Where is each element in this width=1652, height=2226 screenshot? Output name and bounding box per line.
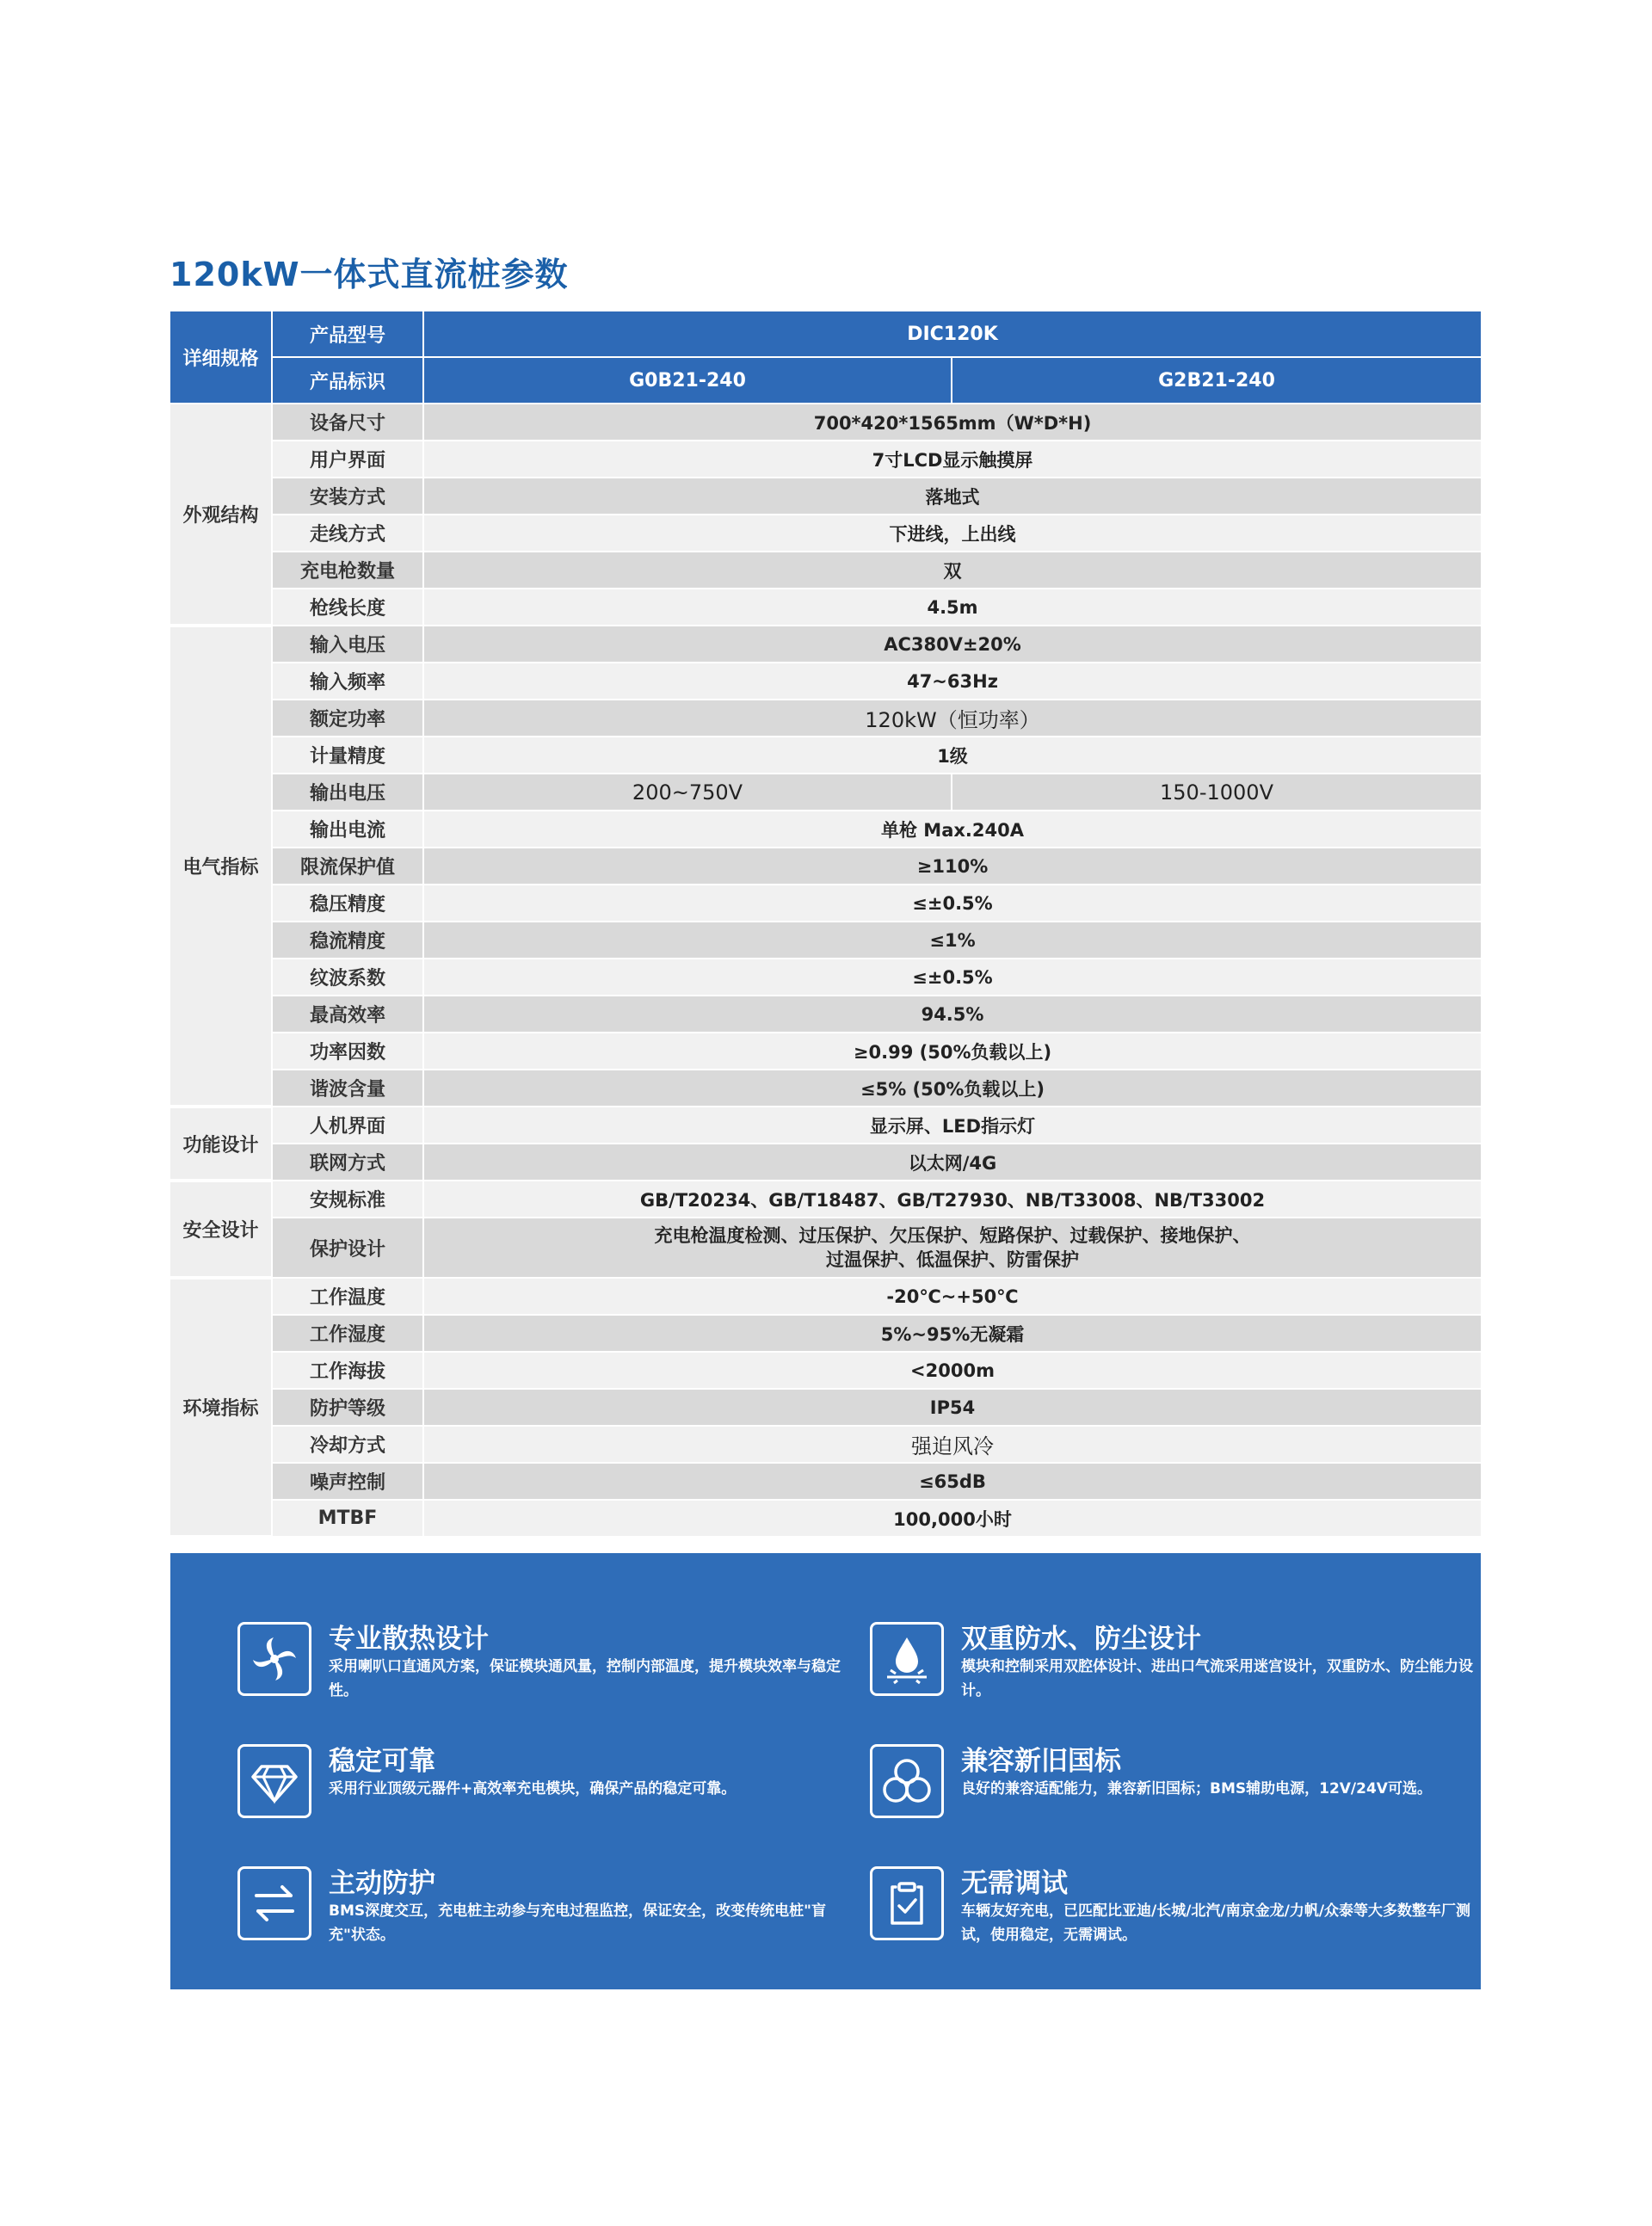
category-electrical: 电气指标 [170, 626, 272, 1107]
table-row [170, 959, 1481, 996]
param-value: ≥110% [423, 848, 1481, 885]
param-name: 冷却方式 [272, 1426, 423, 1463]
param-name: 用户界面 [272, 441, 423, 478]
table-row [170, 1218, 1481, 1278]
param-value: ≤±0.5% [423, 959, 1481, 996]
param-name: 输出电流 [272, 811, 423, 848]
param-value: ≤±0.5% [423, 885, 1481, 922]
param-value: ≤65dB [423, 1463, 1481, 1500]
model-label: 产品型号 [272, 311, 423, 357]
feature-desc: BMS深度交互，充电桩主动参与充电过程监控，保证安全，改变传统电桩"盲充"状态。 [329, 1902, 826, 1944]
table-row [170, 848, 1481, 885]
param-name: 安装方式 [272, 478, 423, 515]
param-name: 最高效率 [272, 996, 423, 1033]
param-value: 4.5m [423, 589, 1481, 626]
param-value: 47~63Hz [423, 663, 1481, 700]
table-row [170, 996, 1481, 1033]
param-name: 工作温度 [272, 1278, 423, 1315]
table-row [170, 922, 1481, 959]
param-name: 额定功率 [272, 700, 423, 737]
param-name: 功率因数 [272, 1033, 423, 1070]
category-function: 功能设计 [170, 1107, 272, 1181]
param-name: 工作海拔 [272, 1352, 423, 1389]
param-name: 输出电压 [272, 774, 423, 811]
feature-title: 无需调试 [961, 1868, 1068, 1899]
param-value: 5%~95%无凝霜 [423, 1315, 1481, 1352]
table-row [170, 626, 1481, 663]
param-value: ≥0.99 (50%负载以上) [423, 1033, 1481, 1070]
table-row [170, 811, 1481, 848]
param-name: 工作湿度 [272, 1315, 423, 1352]
table-row [170, 1352, 1481, 1389]
param-name: 计量精度 [272, 737, 423, 774]
feature-active-protection [237, 1866, 826, 1961]
param-name: 联网方式 [272, 1144, 423, 1181]
param-value: IP54 [423, 1389, 1481, 1426]
feature-title: 双重防水、防尘设计 [961, 1624, 1201, 1655]
header-row-model [170, 311, 1481, 357]
param-value: 120kW（恒功率） [423, 700, 1481, 737]
param-value: 双 [423, 552, 1481, 589]
table-row [170, 1315, 1481, 1352]
param-name: 限流保护值 [272, 848, 423, 885]
param-value: 强迫风冷 [423, 1426, 1481, 1463]
feature-no-debug [870, 1866, 1471, 1961]
water-drop-icon [870, 1622, 944, 1696]
exchange-arrows-icon [237, 1866, 311, 1940]
table-row [170, 1500, 1481, 1537]
param-value: -20℃~+50℃ [423, 1278, 1481, 1315]
table-row [170, 1181, 1481, 1218]
table-row [170, 589, 1481, 626]
param-name: 保护设计 [272, 1218, 423, 1278]
param-value: 700*420*1565mm（W*D*H) [423, 404, 1481, 441]
param-name: 人机界面 [272, 1107, 423, 1144]
table-row [170, 663, 1481, 700]
param-value: AC380V±20% [423, 626, 1481, 663]
clipboard-check-icon [870, 1866, 944, 1940]
param-name: 噪声控制 [272, 1463, 423, 1500]
feature-heat-dissipation [237, 1622, 841, 1717]
param-value: ≤5% (50%负载以上) [423, 1070, 1481, 1107]
param-name: 稳流精度 [272, 922, 423, 959]
param-value-left: 200~750V [423, 774, 952, 811]
diamond-icon [237, 1744, 311, 1818]
param-value: <2000m [423, 1352, 1481, 1389]
param-value: 落地式 [423, 478, 1481, 515]
param-name: MTBF [272, 1500, 423, 1537]
table-row [170, 1107, 1481, 1144]
param-name: 纹波系数 [272, 959, 423, 996]
table-row [170, 1389, 1481, 1426]
table-row [170, 441, 1481, 478]
param-name: 输入电压 [272, 626, 423, 663]
feature-waterproof [870, 1622, 1473, 1717]
table-row [170, 1070, 1481, 1107]
table-row [170, 1463, 1481, 1500]
table-row [170, 700, 1481, 737]
table-row [170, 515, 1481, 552]
feature-desc: 车辆友好充电，已匹配比亚迪/长城/北汽/南京金龙/力帆/众泰等大多数整车厂测试，使用稳定，无需调试。 [961, 1902, 1471, 1944]
table-row [170, 1426, 1481, 1463]
category-appearance: 外观结构 [170, 404, 272, 626]
param-name: 安规标准 [272, 1181, 423, 1218]
feature-title: 稳定可靠 [329, 1746, 435, 1777]
param-value: 100,000小时 [423, 1500, 1481, 1537]
header-row-id [170, 357, 1481, 404]
spec-table [170, 311, 1481, 1538]
param-value: ≤1% [423, 922, 1481, 959]
feature-desc: 采用行业顶级元器件+高效率充电模块，确保产品的稳定可靠。 [329, 1780, 737, 1797]
category-environment: 环境指标 [170, 1278, 272, 1537]
table-row [170, 1144, 1481, 1181]
feature-title: 专业散热设计 [329, 1624, 489, 1655]
param-name: 设备尺寸 [272, 404, 423, 441]
table-row [170, 1033, 1481, 1070]
id-left: G0B21-240 [423, 357, 952, 404]
param-value: GB/T20234、GB/T18487、GB/T27930、NB/T33008、NB/T33002 [423, 1181, 1481, 1218]
feature-panel [170, 1553, 1481, 1989]
header-group-label: 详细规格 [170, 311, 272, 404]
feature-reliable [237, 1744, 823, 1839]
param-value-right: 150-1000V [952, 774, 1481, 811]
table-row [170, 737, 1481, 774]
table-row [170, 404, 1481, 441]
param-name: 输入频率 [272, 663, 423, 700]
feature-desc: 模块和控制采用双腔体设计、进出口气流采用迷宫设计，双重防水、防尘能力设计。 [961, 1658, 1473, 1699]
feature-compatible [870, 1744, 1455, 1839]
param-value [423, 1218, 1481, 1278]
model-value: DIC120K [423, 311, 1481, 357]
param-value-line2: 过温保护、低温保护、防雷保护 [826, 1249, 1079, 1270]
param-name: 充电枪数量 [272, 552, 423, 589]
page-title: 120kW一体式直流桩参数 [170, 256, 569, 293]
param-name: 谐波含量 [272, 1070, 423, 1107]
param-value-line1: 充电枪温度检测、过压保护、欠压保护、短路保护、过载保护、接地保护、 [654, 1225, 1251, 1246]
param-name: 稳压精度 [272, 885, 423, 922]
param-value: 显示屏、LED指示灯 [423, 1107, 1481, 1144]
feature-desc: 采用喇叭口直通风方案，保证模块通风量，控制内部温度，提升模块效率与稳定性。 [329, 1658, 841, 1699]
param-name: 防护等级 [272, 1389, 423, 1426]
table-row [170, 774, 1481, 811]
table-row [170, 885, 1481, 922]
param-value: 1级 [423, 737, 1481, 774]
param-value: 以太网/4G [423, 1144, 1481, 1181]
table-row [170, 1278, 1481, 1315]
feature-title: 主动防护 [329, 1868, 435, 1899]
feature-title: 兼容新旧国标 [961, 1746, 1121, 1777]
param-value: 下进线，上出线 [423, 515, 1481, 552]
id-label: 产品标识 [272, 357, 423, 404]
fan-icon [237, 1622, 311, 1696]
three-circles-icon [870, 1744, 944, 1818]
param-name: 枪线长度 [272, 589, 423, 626]
feature-desc: 良好的兼容适配能力，兼容新旧国标；BMS辅助电源，12V/24V可选。 [961, 1780, 1432, 1797]
id-right: G2B21-240 [952, 357, 1481, 404]
category-safety: 安全设计 [170, 1181, 272, 1278]
param-value: 94.5% [423, 996, 1481, 1033]
param-name: 走线方式 [272, 515, 423, 552]
table-row [170, 478, 1481, 515]
param-value: 7寸LCD显示触摸屏 [423, 441, 1481, 478]
table-row [170, 552, 1481, 589]
param-value: 单枪 Max.240A [423, 811, 1481, 848]
